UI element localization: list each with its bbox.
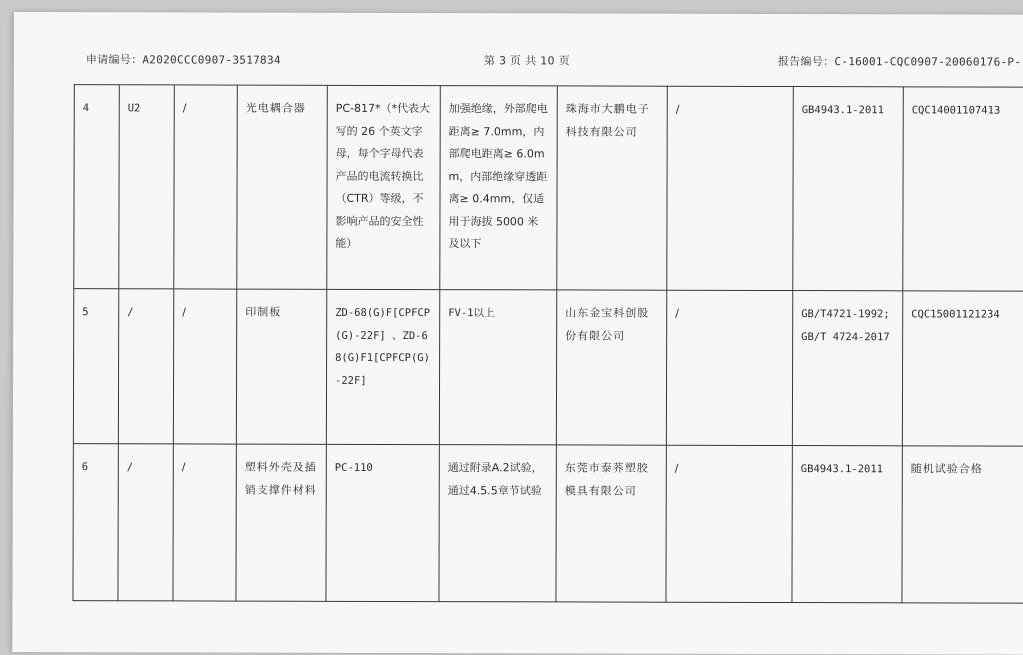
cell-model: ZD-68(G)F[CPFCP(G)-22F] 、ZD-68(G)F1[CPFCP(G)-22F] [326, 289, 439, 444]
cell-col3: / [173, 444, 236, 601]
cell-spec: 加强绝缘，外部爬电距离≥ 7.0mm，内部爬电距离≥ 6.0mm，内部绝缘穿透距离≥ 0.4mm，仅适用于海拔 5000 米及以下 [440, 86, 558, 290]
table-row [73, 444, 1023, 604]
cell-maker: 东莞市泰荞塑胶模具有限公司 [556, 445, 666, 602]
cell-seq: 5 [73, 289, 118, 444]
report-number: 报告编号：C-16001-CQC0907-20060176-P- [777, 55, 1022, 69]
cell-cert: CQC14001107413 [903, 87, 1023, 291]
cell-name: 光电耦合器 [237, 85, 328, 289]
cell-model: PC-817*（*代表大写的 26 个英文字母，每个字母代表产品的电流转换比（CTR）等级，不影响产品的安全性能） [327, 85, 441, 289]
cell-standard: GB/T4721-1992; GB/T 4724-2017 [792, 291, 902, 446]
cell-spec: FV-1以上 [439, 290, 556, 445]
cell-cert: CQC15001121234 [902, 291, 1023, 446]
cell-maker: 珠海市大鹏电子科技有限公司 [557, 86, 668, 290]
cell-seq: 6 [73, 444, 118, 601]
cell-col3: / [173, 289, 236, 444]
cell-spec: 通过附录A.2试验，通过4.5.5章节试验 [439, 445, 556, 602]
cell-model: PC-110 [326, 444, 439, 601]
page-number: 第 3 页 共 10 页 [483, 54, 570, 68]
cell-ref: / [118, 444, 173, 601]
cell-ref: / [118, 289, 173, 444]
component-table [72, 84, 1023, 604]
cell-maker: 山东金宝科创股份有限公司 [556, 290, 666, 445]
cell-name: 塑料外壳及插销支撑件材料 [236, 444, 326, 601]
cell-standard: GB4943.1-2011 [792, 446, 902, 603]
cell-col3: / [174, 85, 238, 289]
cell-standard: GB4943.1-2011 [793, 87, 904, 291]
cell-col8: / [666, 445, 792, 602]
application-number: 申请编号：A2020CCC0907-3517834 [85, 53, 281, 67]
table-row [73, 289, 1023, 447]
cell-cert: 随机试验合格 [902, 446, 1023, 603]
cell-seq: 4 [74, 85, 120, 289]
page-header [86, 51, 1023, 74]
cell-col8: / [666, 290, 792, 445]
document-page [12, 12, 1023, 655]
cell-name: 印制板 [236, 289, 326, 444]
cell-col8: / [667, 86, 794, 290]
cell-ref: U2 [119, 85, 175, 289]
table-row [74, 85, 1023, 292]
